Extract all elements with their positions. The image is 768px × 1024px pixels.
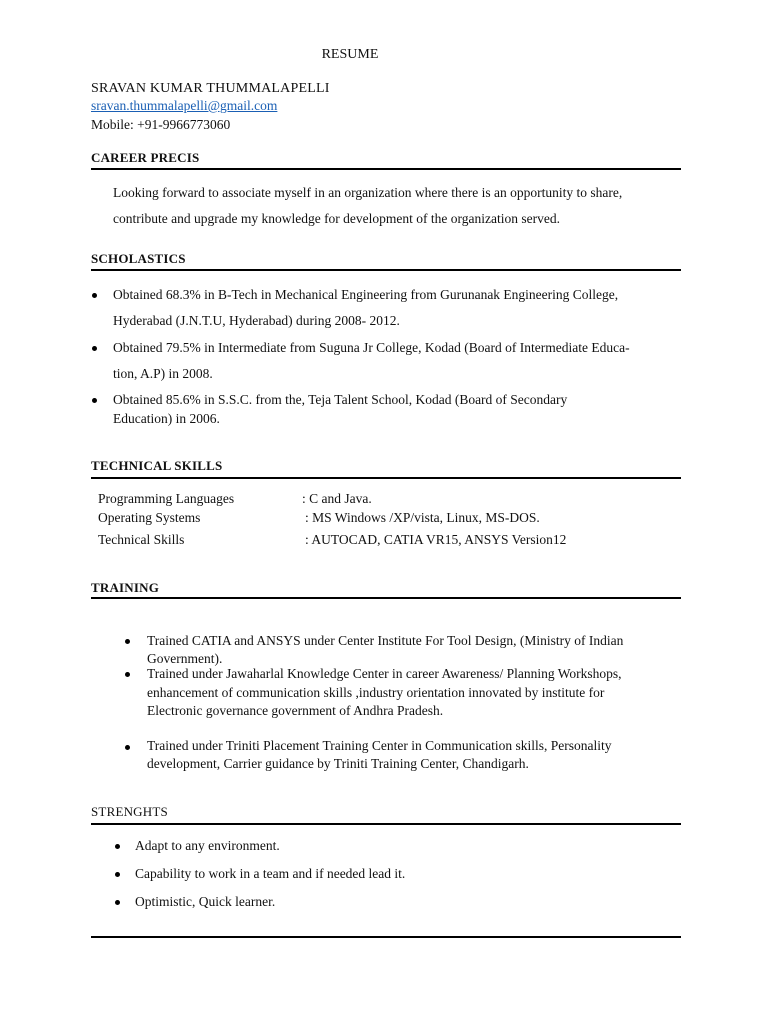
career-text-line-2: contribute and upgrade my knowledge for development of the organization served. (113, 211, 560, 226)
strengths-divider (91, 823, 681, 825)
training-item-3-line-1: Trained under Triniti Placement Training Center in Communication skills, Personality (147, 738, 612, 753)
mobile-number: Mobile: +91-9966773060 (91, 117, 231, 132)
skill-label-technical: Technical Skills (98, 532, 185, 547)
scholastics-divider (91, 269, 681, 271)
training-item-2-line-1: Trained under Jawaharlal Knowledge Center in career Awareness/ Planning Workshops, (147, 666, 622, 681)
footer-divider (91, 936, 681, 938)
email-link[interactable]: sravan.thummalapelli@gmail.com (91, 98, 278, 113)
bullet-icon (125, 672, 130, 677)
strength-item-1: Adapt to any environment. (135, 838, 280, 853)
training-item-1-line-1: Trained CATIA and ANSYS under Center Institute For Tool Design, (Ministry of Indian (147, 633, 624, 648)
page-title: RESUME (321, 47, 379, 62)
training-divider (91, 597, 681, 599)
training-item-3-line-2: development, Carrier guidance by Triniti Training Center, Chandigarh. (147, 756, 529, 771)
strength-item-2: Capability to work in a team and if needed lead it. (135, 866, 406, 881)
technical-heading: TECHNICAL SKILLS (91, 458, 223, 473)
bullet-icon (125, 639, 130, 644)
career-heading: CAREER PRECIS (91, 150, 200, 165)
career-divider (91, 168, 681, 170)
skill-value-os: : MS Windows /XP/vista, Linux, MS-DOS. (305, 510, 540, 525)
technical-divider (91, 477, 681, 479)
bullet-icon (125, 745, 130, 750)
bullet-icon (92, 398, 97, 403)
training-item-2-line-2: enhancement of communication skills ,industry orientation innovated by institute for (147, 685, 605, 700)
bullet-icon (92, 293, 97, 298)
scholastics-item-2-line-2: tion, A.P) in 2008. (113, 366, 213, 381)
training-item-1-line-2: Government). (147, 651, 223, 666)
career-text-line-1: Looking forward to associate myself in an organization where there is an opportunity to share, (113, 185, 623, 200)
strength-item-3: Optimistic, Quick learner. (135, 894, 276, 909)
candidate-name: SRAVAN KUMAR THUMMALAPELLI (91, 81, 330, 96)
scholastics-item-2-line-1: Obtained 79.5% in Intermediate from Suguna Jr College, Kodad (Board of Intermediate Educa- (113, 340, 630, 355)
scholastics-item-3-line-1: Obtained 85.6% in S.S.C. from the, Teja Talent School, Kodad (Board of Secondary (113, 392, 568, 407)
scholastics-item-3-line-2: Education) in 2006. (113, 411, 220, 426)
scholastics-item-1-line-1: Obtained 68.3% in B-Tech in Mechanical Engineering from Gurunanak Engineering College, (113, 287, 619, 302)
skill-value-technical: : AUTOCAD, CATIA VR15, ANSYS Version12 (305, 532, 567, 547)
training-item-2-line-3: Electronic governance government of Andhra Pradesh. (147, 703, 444, 718)
skill-label-programming: Programming Languages (98, 491, 235, 506)
training-heading: TRAINING (91, 580, 160, 595)
skill-value-programming: : C and Java. (302, 491, 372, 506)
scholastics-heading: SCHOLASTICS (91, 251, 186, 266)
bullet-icon (115, 900, 120, 905)
bullet-icon (115, 844, 120, 849)
scholastics-item-1-line-2: Hyderabad (J.N.T.U, Hyderabad) during 2008- 2012. (113, 313, 400, 328)
bullet-icon (115, 872, 120, 877)
skill-label-os: Operating Systems (98, 510, 201, 525)
bullet-icon (92, 346, 97, 351)
strengths-heading: STRENGHTS (91, 804, 168, 819)
